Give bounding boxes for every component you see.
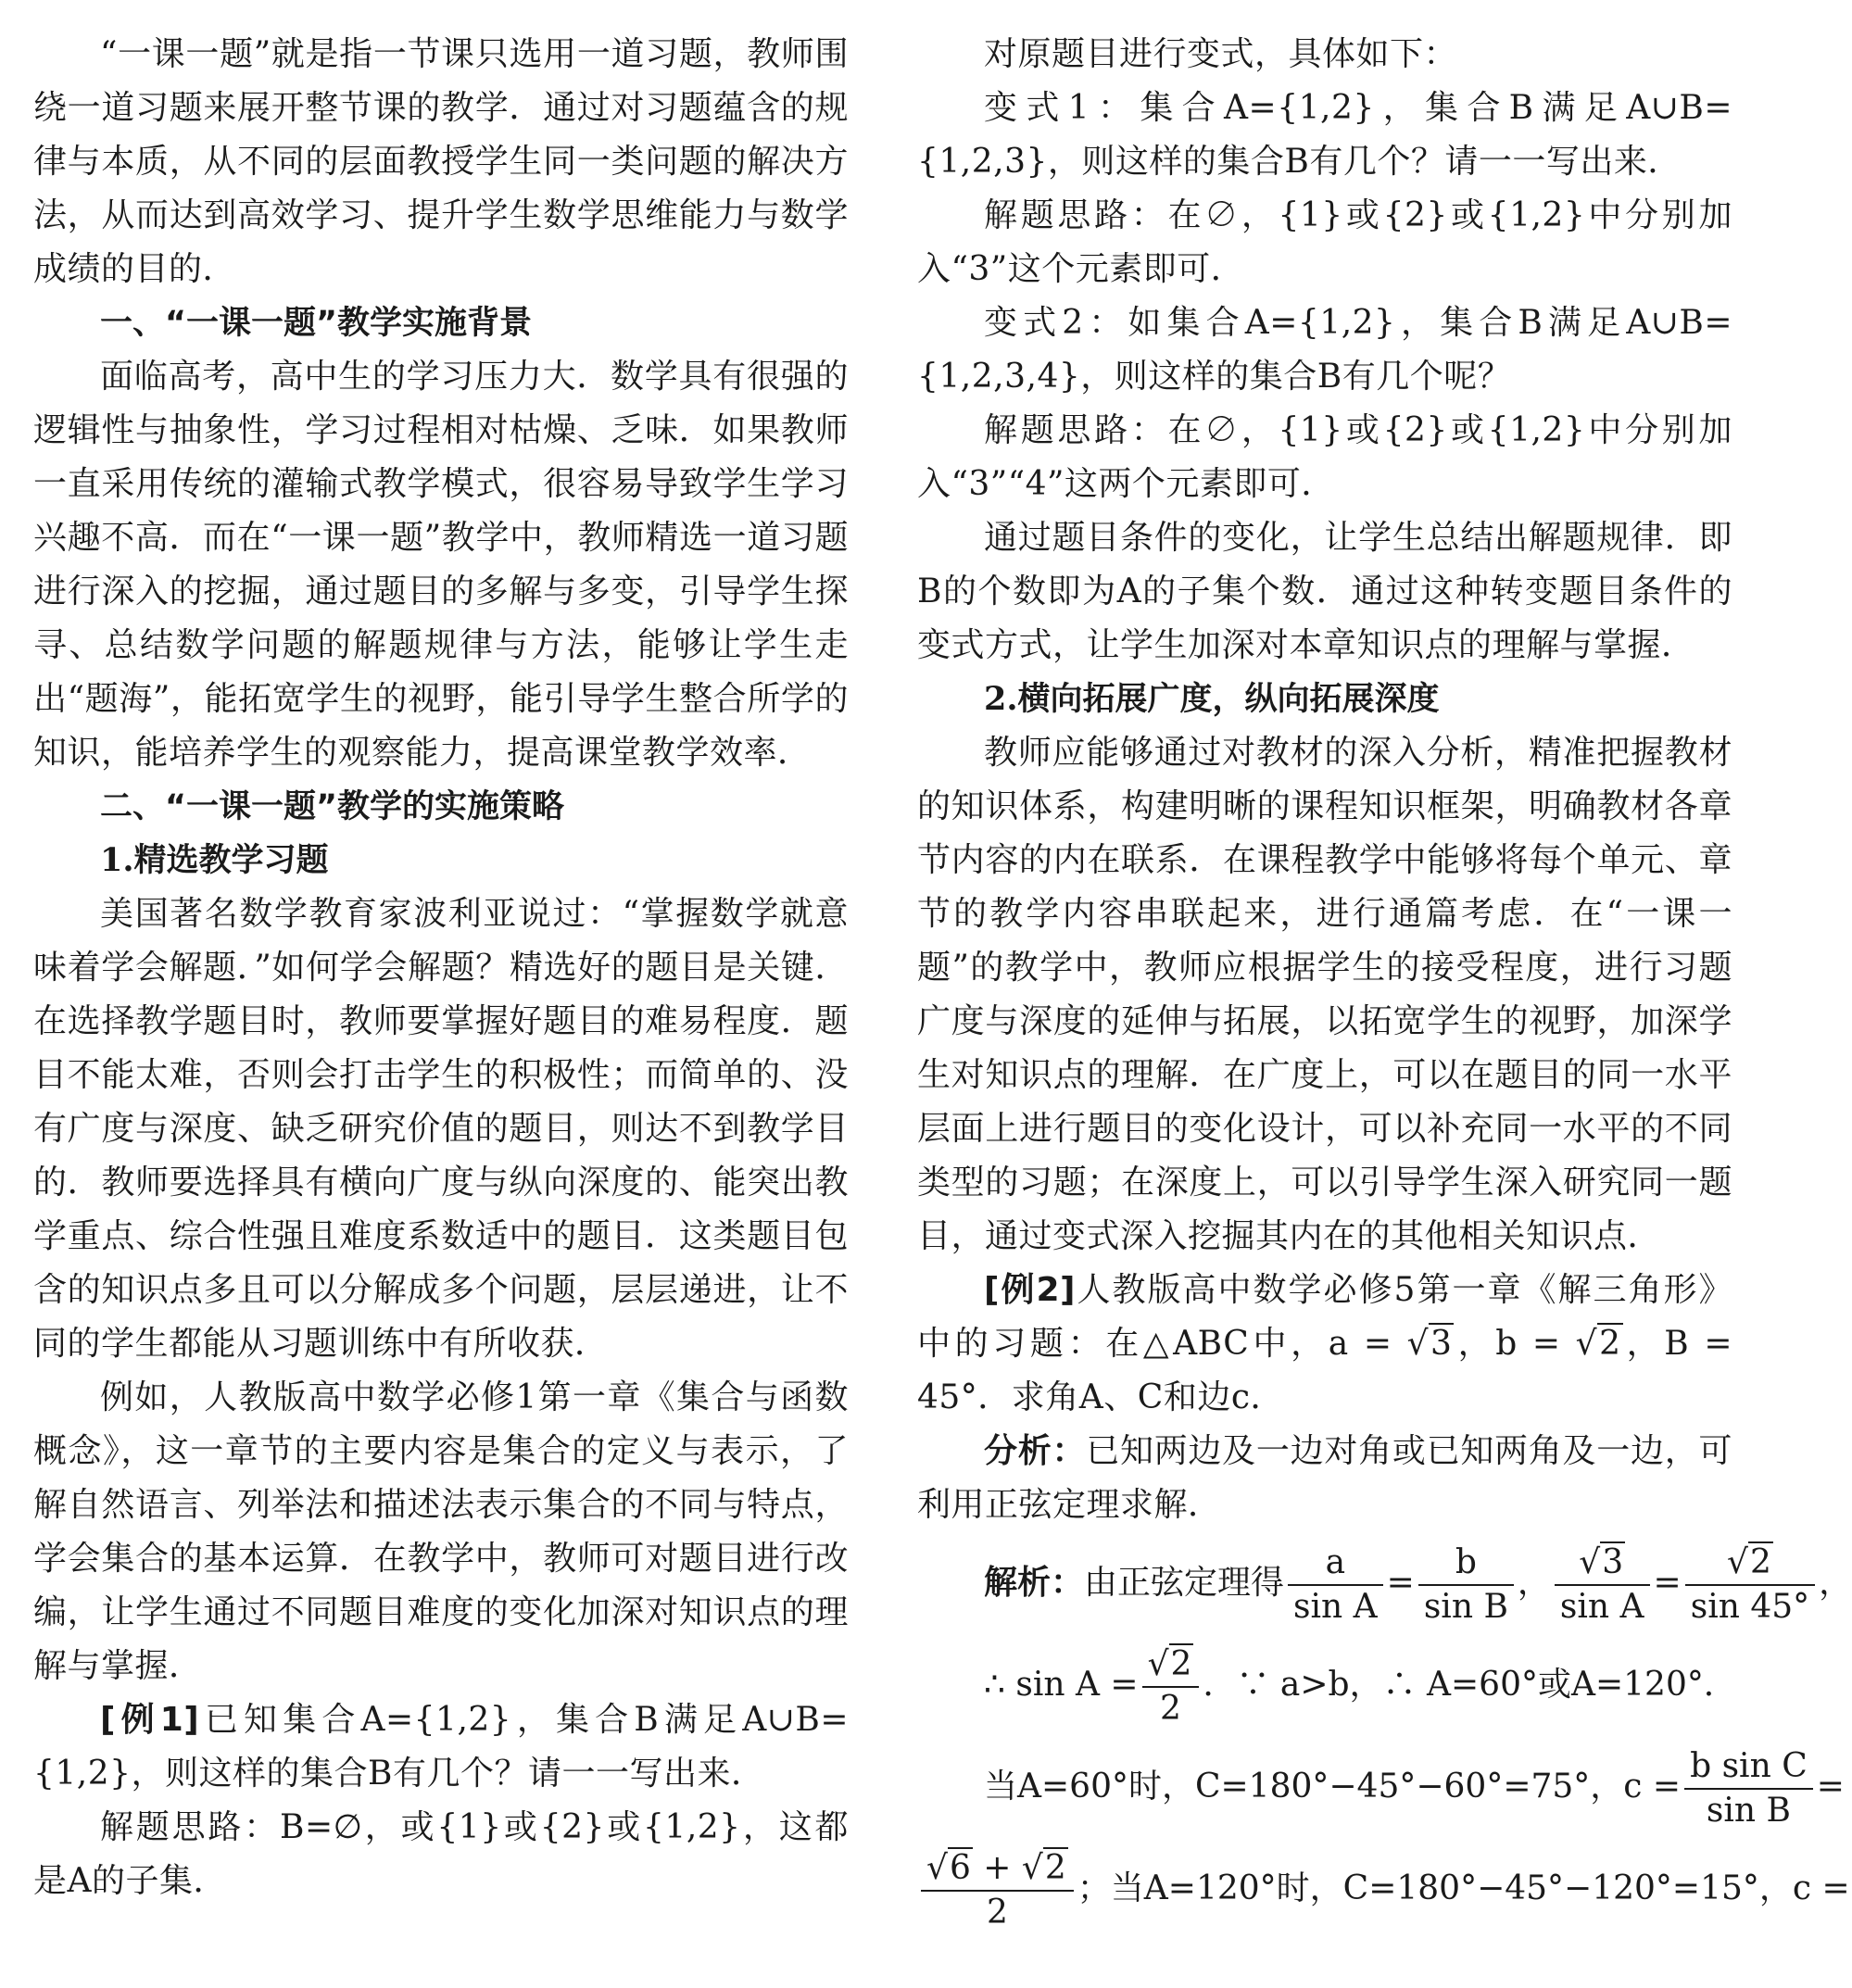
fraction-a-over-sinA: $\frac{a}{\text{sin A}}$ (1288, 1541, 1383, 1629)
intro-paragraph: “一课一题”就是指一节课只选用一道习题，教师围绕一道习题来展开整节课的教学．通过对习题蕴含的规律与本质，从不同的层面教授学生同一类问题的解决方法，从而达到高效学习、提升学生数学思维能力与数学成绩的目的． (33, 35, 849, 288)
background-paragraph: 面临高考，高中生的学习压力大．数学具有很强的逻辑性与抽象性，学习过程相对枯燥、乏味．如果教师一直采用传统的灌输式教学模式，很容易导致学生学习兴趣不高．而在“一课一题”教学中，教师精选一道习题进行深入的挖掘，通过题目的多解与多变，引导学生探寻、总结数学问题的解题规律与方法，能够让学生走出“题海”，能拓宽学生的视野，能引导学生整合所学的知识，能培养学生的观察能力，提高课堂教学效率． (33, 358, 849, 772)
variation-1-solution: 解题思路：在∅，{1}或{2}或{1,2}中分别加入“3”这个元素即可． (917, 196, 1732, 288)
section-heading-background: 一、“一课一题”教学实施背景 (100, 305, 533, 342)
sqrt-2: √2 (1575, 1325, 1621, 1363)
left-column (33, 28, 849, 1908)
example-1-text: 已知集合A={1,2}，集合B满足A∪B={1,2}，则这样的集合B有几个？请一一写出来． (33, 1701, 849, 1793)
section-heading-strategy: 二、“一课一题”教学的实施策略 (100, 788, 565, 825)
variation-intro: 对原题目进行变式，具体如下： (984, 35, 1458, 73)
variation-1: 变式1：集合A={1,2}，集合B满足A∪B={1,2,3}，则这样的集合B有几个？请一一写出来． (917, 89, 1732, 181)
variation-2: 变式2：如集合A={1,2}，集合B满足A∪B={1,2,3,4}，则这样的集合B有几个呢？ (917, 304, 1732, 396)
analysis-label: 分析： (984, 1432, 1087, 1470)
analysis-text: 已知两边及一边对角或已知两角及一边，可利用正弦定理求解． (917, 1432, 1732, 1524)
example-1-label: [例1] (100, 1701, 200, 1739)
breadth-depth-paragraph: 教师应能够通过对教材的深入分析，精准把握教材的知识体系，构建明晰的课程知识框架，明确教材各章节内容的内在联系．在课程教学中能够将每个单元、章节的教学内容串联起来，进行通篇考虑．在“一课一题”的教学中，教师应根据学生的接受程度，进行习题广度与深度的延伸与拓展，以拓宽学生的视野，加深学生对知识点的理解．在广度上，可以在题目的同一水平层面上进行题目的变化设计，可以补充同一水平的不同类型的习题；在深度上，可以引导学生深入研究同一题目，通过变式深入挖掘其内在的其他相关知识点． (917, 734, 1732, 1255)
fraction-bsinC-over-sinB: $\frac{\text{b sin C}}{\text{sin B}}$ (1684, 1745, 1813, 1832)
solution-line-1: 解析：由正弦定理得 $\frac{a}{\text{sin A}}$ = $\frac{b}{\text{sin B}}$ ， $\frac{√3}{\text{sin A}}$ = $\frac{√2}{\sin 45^\circ}$ ， (917, 1532, 1732, 1634)
example-1 (33, 1693, 849, 1801)
example-2-label: [例2] (984, 1271, 1076, 1309)
subheading-select-problems: 1.精选教学习题 (100, 841, 329, 879)
variation-2-solution: 解题思路：在∅，{1}或{2}或{1,2}中分别加入“3”“4”这两个元素即可． (917, 411, 1732, 503)
example-2-text-b: ，b = (1454, 1325, 1561, 1363)
right-column (917, 28, 1852, 1940)
textbook-example-paragraph: 例如，人教版高中数学必修1第一章《集合与函数概念》，这一章节的主要内容是集合的定义与表示，了解自然语言、列举法和描述法表示集合的不同与特点，学会集合的基本运算．在教学中，教师可对题目进行改编，让学生通过不同题目难度的变化加深对知识点的理解与掌握． (33, 1378, 849, 1685)
fraction-sqrt2-over-2: $\frac{√2}{2}$ (1142, 1643, 1200, 1730)
example-2-text-a: 人教版高中数学必修5第一章《解三角形》中的习题：在△ABC中，a = (917, 1271, 1732, 1363)
subheading-breadth-depth: 2.横向拓展广度，纵向拓展深度 (984, 680, 1440, 718)
example-2-text-c: ，B = 45°．求角A、C和边c． (917, 1325, 1732, 1416)
sqrt-3: √3 (1406, 1325, 1453, 1363)
rule-summary-paragraph: 通过题目条件的变化，让学生总结出解题规律．即B的个数即为A的子集个数．通过这种转变题目条件的变式方式，让学生加深对本章知识点的理解与掌握． (917, 519, 1732, 664)
fraction-sqrt2-over-sin45: $\frac{√2}{\sin 45^\circ}$ (1685, 1541, 1815, 1629)
example-1-solution: 解题思路：B=∅，或{1}或{2}或{1,2}，这都是A的子集． (33, 1808, 849, 1900)
analysis (917, 1425, 1732, 1532)
solution-line-3: 当A=60°时，C=180°−45°−60°=75°，c = $\frac{\text{b sin C}}{\text{sin B}}$ = (917, 1736, 1732, 1838)
solution-line-2: ∴ sin A = $\frac{√2}{2}$ ．∵ a>b，∴ A=60°或A=120°． (917, 1634, 1732, 1736)
example-2 (917, 1264, 1732, 1425)
solution-line-4: $\frac{√6 + √2}{2}$ ；当A=120°时，C=180°−45°−120°=15°，c = (917, 1838, 1732, 1940)
fraction-sqrt3-over-sinA: $\frac{√3}{\text{sin A}}$ (1555, 1541, 1650, 1629)
solution-text: 由正弦定理得 (1084, 1564, 1285, 1602)
fraction-b-over-sinB: $\frac{b}{\text{sin B}}$ (1418, 1541, 1514, 1629)
solution-label: 解析： (984, 1564, 1085, 1602)
polya-paragraph: 美国著名数学教育家波利亚说过：“掌握数学就意味着学会解题．”如何学会解题？精选好的题目是关键．在选择教学题目时，教师要掌握好题目的难易程度．题目不能太难，否则会打击学生的积极性；而简单的、没有广度与深度、缺乏研究价值的题目，则达不到教学目的．教师要选择具有横向广度与纵向深度的、能突出教学重点、综合性强且难度系数适中的题目．这类题目包含的知识点多且可以分解成多个问题，层层递进，让不同的学生都能从习题训练中有所收获． (33, 895, 849, 1363)
fraction-sqrt6-plus-sqrt2-over-2: $\frac{√6 + √2}{2}$ (921, 1847, 1074, 1934)
